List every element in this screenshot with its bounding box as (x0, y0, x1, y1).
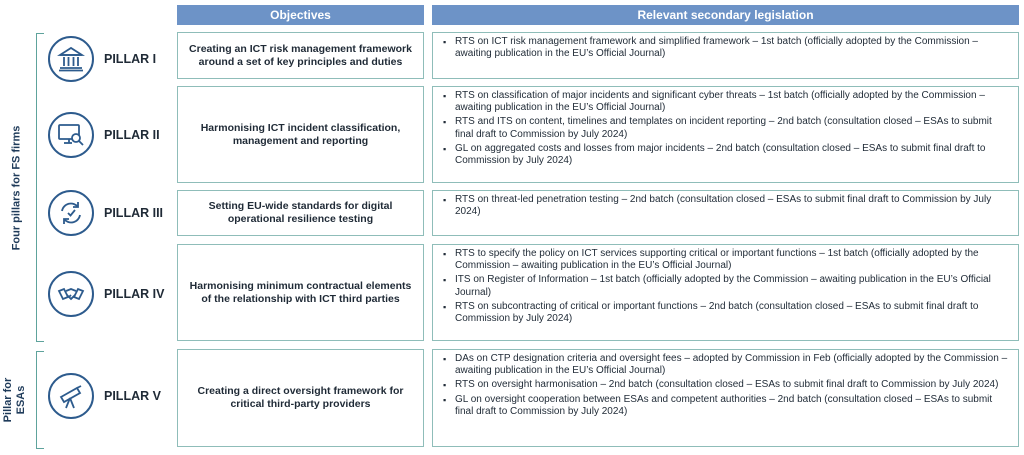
legislation-item: ▪ RTS on threat-led penetration testing – 2nd batch (consultation closed – ESAs to submit final draft to Commission by July 2024) (443, 194, 1008, 218)
telescope-icon (48, 373, 94, 419)
refresh-icon (48, 190, 94, 236)
pillar-4-legislation (432, 244, 1019, 341)
monitor-search-icon (48, 112, 94, 158)
esas-group-label (2, 378, 28, 423)
legislation-item: ▪ ITS on Register of Information – 1st batch (officially adopted by the Commission – awaiting publication in the EU’s Official Journal) (443, 274, 1008, 298)
legislation-item: ▪ DAs on CTP designation criteria and oversight fees – adopted by Commission in Feb (officially adopted by the Commission – awaiting publication in the EU’s Official Journal) (443, 353, 1008, 377)
esas-group-label-line1: Pillar for (2, 377, 14, 423)
legislation-item: ▪ GL on aggregated costs and losses from major incidents – 2nd batch (consultation closed – ESAs to submit final draft to Commission by July 2024) (443, 143, 1008, 167)
pillar-4-objective: Harmonising minimum contractual elements of the relationship with ICT third parties (177, 244, 424, 341)
pillar-5-name: PILLAR V (104, 389, 161, 403)
legislation-item: ▪ RTS on subcontracting of critical or important functions – 2nd batch (consultation closed – ESAs to submit final draft to Commission by July 2024) (443, 301, 1008, 325)
objectives-header: Objectives (177, 5, 424, 25)
legislation-item: ▪ RTS on ICT risk management framework and simplified framework – 1st batch (officially adopted by the Commission – awaiting publication in the EU’s Official Journal) (443, 36, 1008, 60)
pillar-3-legislation (432, 190, 1019, 236)
pillar-2-objective: Harmonising ICT incident classification, management and reporting (177, 86, 424, 183)
pillar-4-name: PILLAR IV (104, 287, 165, 301)
pillar-5-legislation (432, 349, 1019, 447)
pillar-3-objective: Setting EU-wide standards for digital operational resilience testing (177, 190, 424, 236)
pillar-5-objective: Creating a direct oversight framework for critical third-party providers (177, 349, 424, 447)
legislation-item: ▪ RTS and ITS on content, timelines and templates on incident reporting – 2nd batch (consultation closed – ESAs to submit final draft to Commission by July 2024) (443, 116, 1008, 140)
bank-icon (48, 36, 94, 82)
pillar-1-name: PILLAR I (104, 52, 157, 66)
fs-firms-bracket (36, 33, 44, 342)
pillar-2-legislation (432, 86, 1019, 183)
pillar-1-legislation (432, 32, 1019, 79)
esas-group-label-line2: ESAs (15, 385, 27, 415)
legislation-item: ▪ RTS to specify the policy on ICT services supporting critical or important functions – 1st batch (officially adopted by the Commission – awaiting publication in the EU’s Official Journal) (443, 248, 1008, 272)
esas-bracket (36, 351, 44, 449)
legislation-item: ▪ GL on oversight cooperation between ESAs and competent authorities – 2nd batch (consultation closed – ESAs to submit final draft to Commission by July 2024) (443, 394, 1008, 418)
pillar-2-name: PILLAR II (104, 128, 160, 142)
fs-firms-group-label: Four pillars for FS firms (10, 125, 23, 251)
legislation-item: ▪ RTS on classification of major incidents and significant cyber threats – 1st batch (officially adopted by the Commission – awaiting publication in the EU’s Official Journal) (443, 90, 1008, 114)
legislation-header: Relevant secondary legislation (432, 5, 1019, 25)
pillar-3-name: PILLAR III (104, 206, 164, 220)
handshake-icon (48, 271, 94, 317)
pillar-1-objective: Creating an ICT risk management framework around a set of key principles and duties (177, 32, 424, 79)
legislation-item: ▪ RTS on oversight harmonisation – 2nd batch (consultation closed – ESAs to submit final draft to Commission by July 2024) (443, 379, 1008, 391)
